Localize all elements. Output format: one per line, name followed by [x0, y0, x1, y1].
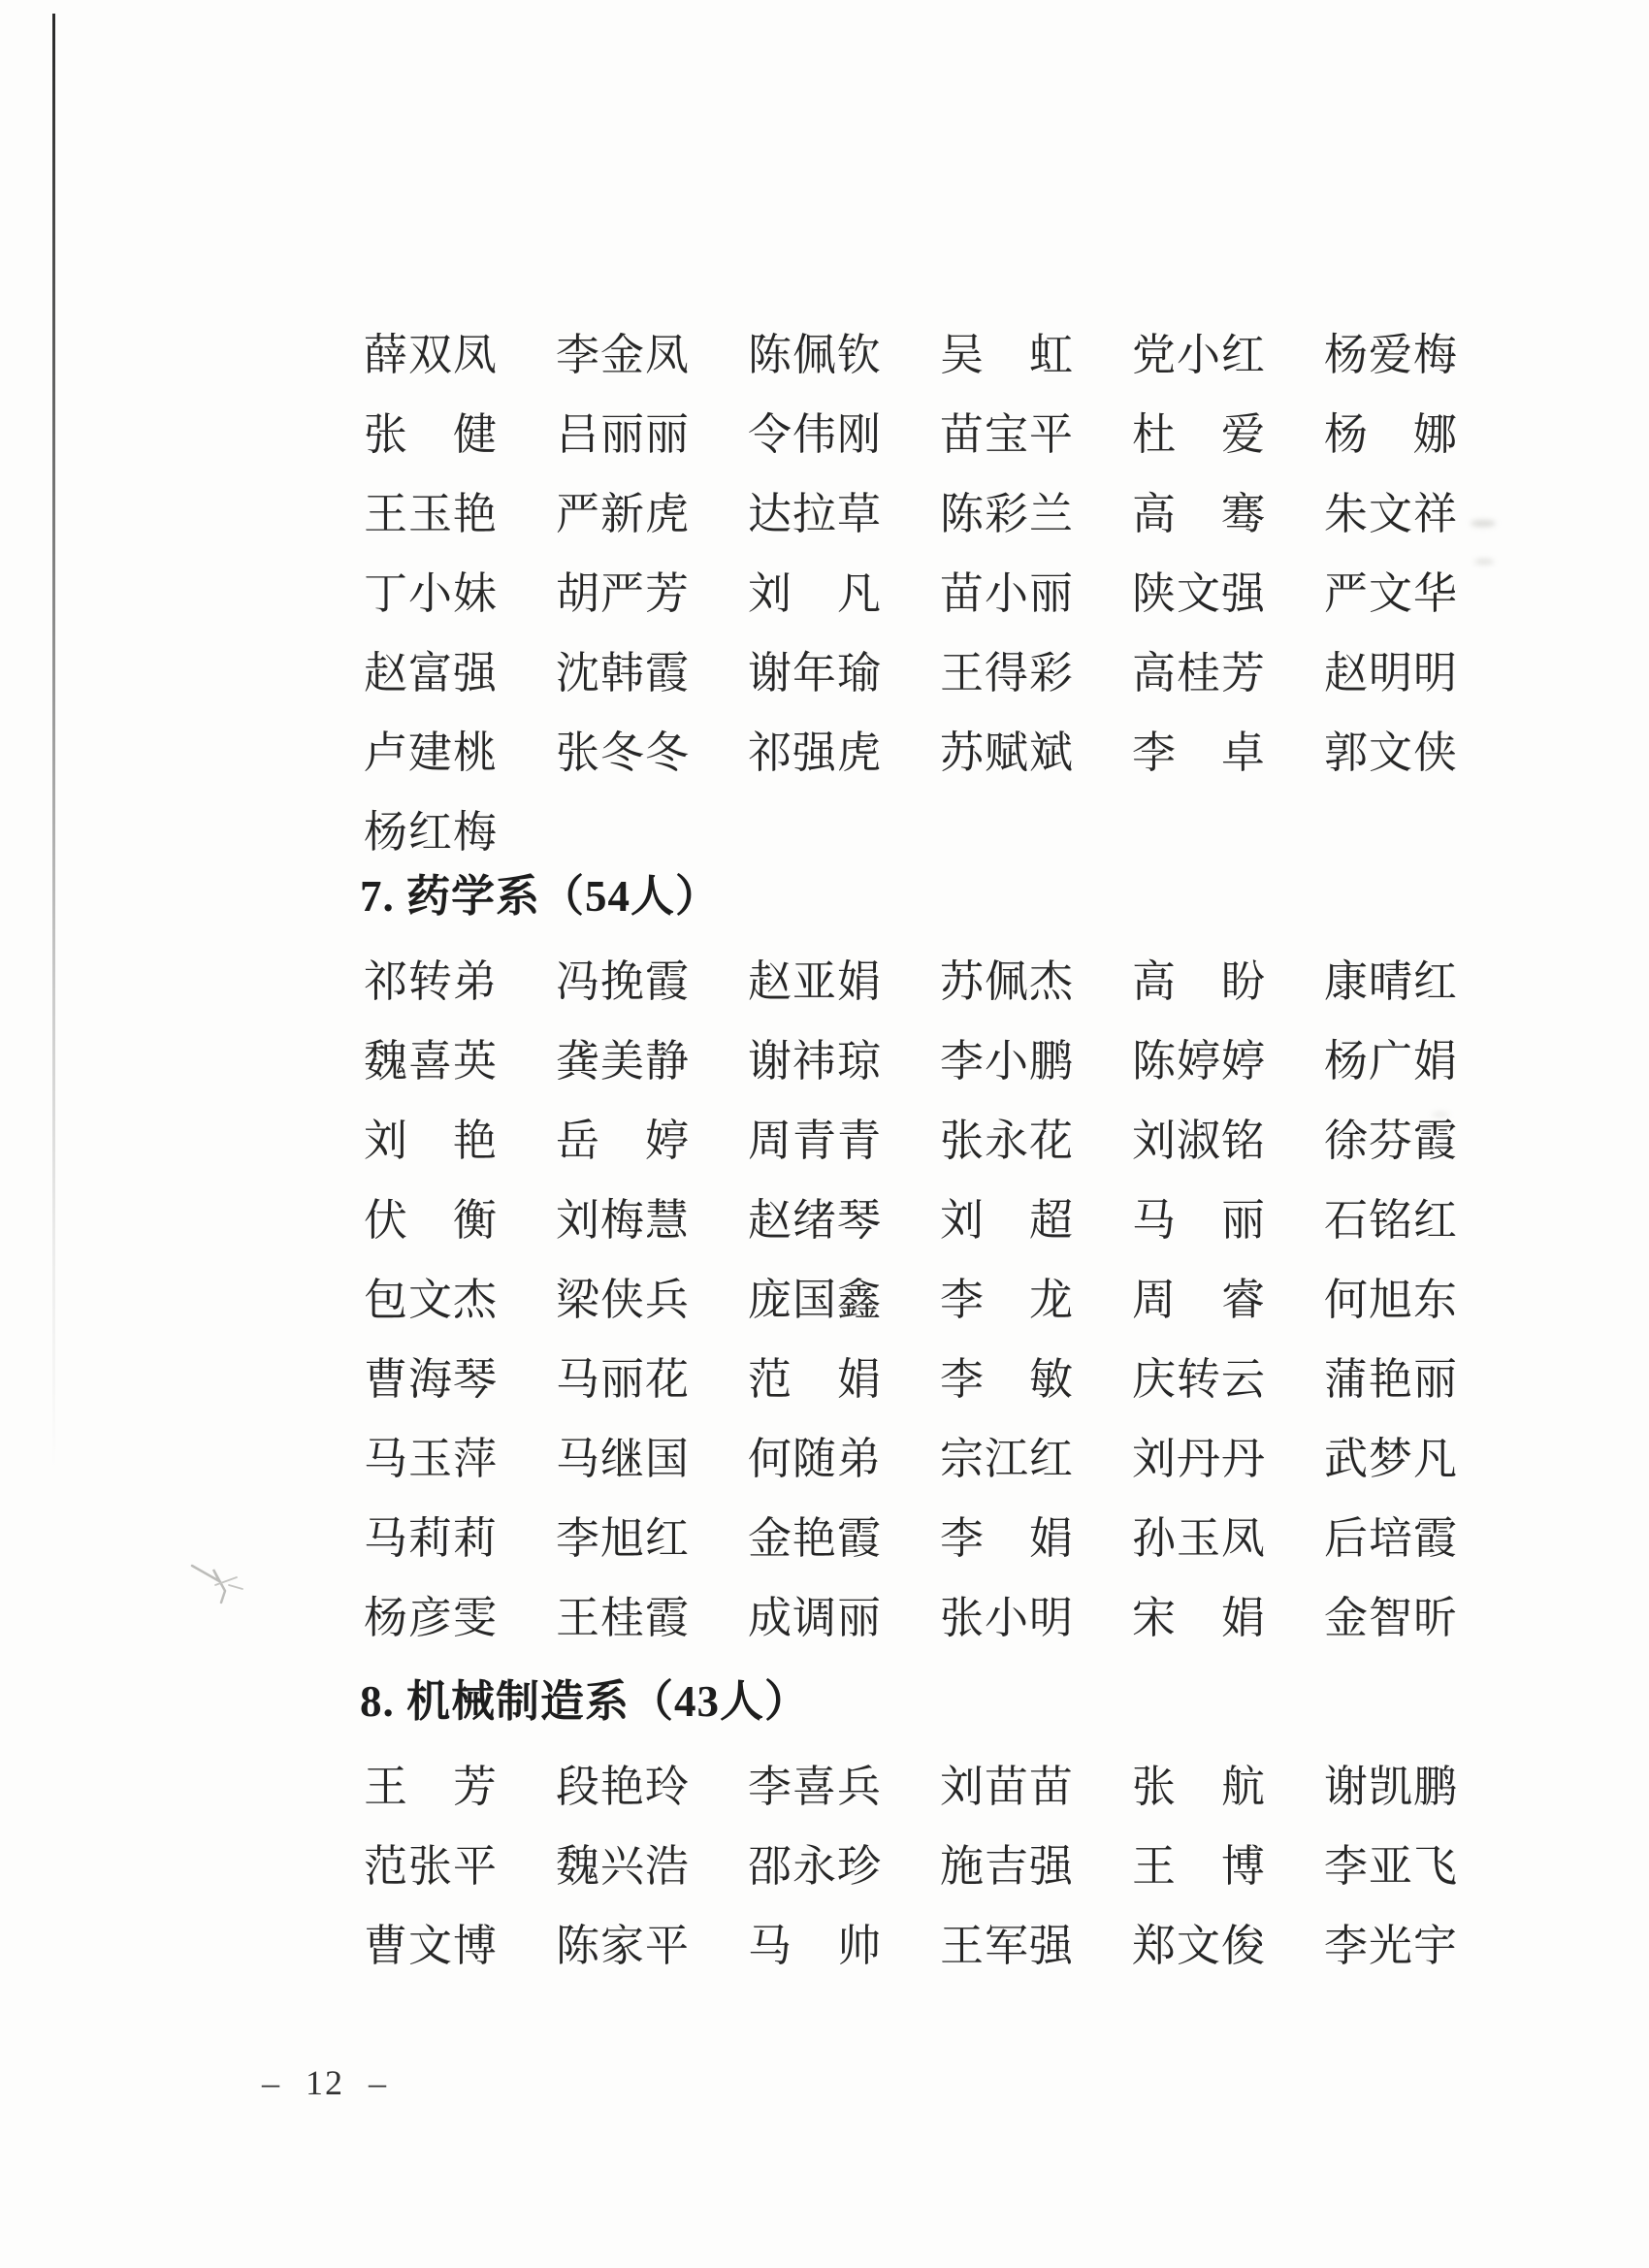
- person-name: 杨 爱 梅: [1324, 331, 1457, 379]
- person-name: 李 龙: [940, 1276, 1073, 1324]
- person-name: 卢 建 桃: [364, 729, 497, 777]
- person-name: 庆 转 云: [1132, 1355, 1265, 1404]
- person-name: 祁 强 虎: [748, 729, 881, 777]
- name-row: [364, 807, 1457, 858]
- person-name: 魏 喜 英: [364, 1037, 497, 1085]
- name-row: [364, 728, 1457, 778]
- person-name: 严 新 虎: [556, 490, 689, 538]
- person-name: 严 文 华: [1324, 569, 1457, 618]
- person-name: 周 睿: [1132, 1276, 1265, 1324]
- person-name: 何 旭 东: [1324, 1276, 1457, 1324]
- person-name: 杜 爱: [1132, 410, 1265, 459]
- person-name: 王 得 彩: [940, 649, 1073, 697]
- person-name: 陈 佩 钦: [748, 331, 881, 379]
- person-name: 李 喜 兵: [748, 1763, 881, 1811]
- name-row: [364, 1195, 1457, 1246]
- person-name: 陈 彩 兰: [940, 490, 1073, 538]
- person-name: 祁 转 弟: [364, 957, 497, 1006]
- person-name: 苏 赋 斌: [940, 729, 1073, 777]
- scan-smudge-artifact: [1471, 520, 1496, 527]
- person-name: 王 博: [1132, 1842, 1265, 1891]
- person-name: 苗 小 丽: [940, 569, 1073, 618]
- person-name: 薛 双 凤: [364, 331, 497, 379]
- person-name: 蒲 艳 丽: [1324, 1355, 1457, 1404]
- person-name: 邵 永 珍: [748, 1842, 881, 1891]
- person-name: 马 丽: [1132, 1196, 1265, 1245]
- name-row: [364, 330, 1457, 380]
- person-name: 刘 淑 铭: [1132, 1117, 1265, 1165]
- person-name: 徐 芬 霞: [1324, 1117, 1457, 1165]
- person-name: 党 小 红: [1132, 331, 1265, 379]
- person-name: 吴 虹: [940, 331, 1073, 379]
- person-name: 郭 文 侠: [1324, 729, 1457, 777]
- person-name: 张 冬 冬: [556, 729, 689, 777]
- name-row: [364, 648, 1457, 698]
- person-name: 马 丽 花: [556, 1355, 689, 1404]
- name-row: [364, 1434, 1457, 1484]
- person-name: 宗 江 红: [940, 1435, 1073, 1483]
- person-name: 达 拉 草: [748, 490, 881, 538]
- person-name: 李 光 宇: [1324, 1922, 1457, 1970]
- person-name: 张 永 花: [940, 1117, 1073, 1165]
- person-name: 赵 亚 娟: [748, 957, 881, 1006]
- person-name: 丁 小 妹: [364, 569, 497, 618]
- name-row: [364, 1841, 1457, 1892]
- person-name: 高 桂 芳: [1132, 649, 1265, 697]
- person-name: 梁 侠 兵: [556, 1276, 689, 1324]
- person-name: 李 旭 红: [556, 1514, 689, 1563]
- scan-binding-line-artifact: [52, 14, 55, 1469]
- person-name: 朱 文 祥: [1324, 490, 1457, 538]
- person-name: 王 玉 艳: [364, 490, 497, 538]
- person-name: 杨 广 娟: [1324, 1037, 1457, 1085]
- name-row: [364, 956, 1457, 1007]
- person-name: 杨 娜: [1324, 410, 1457, 459]
- person-name: 龚 美 静: [556, 1037, 689, 1085]
- person-name: 杨 红 梅: [364, 808, 497, 857]
- person-name: 范 娟: [748, 1355, 881, 1404]
- person-name: 李 卓: [1132, 729, 1265, 777]
- person-name: 张 小 明: [940, 1594, 1073, 1642]
- person-name: 赵 明 明: [1324, 649, 1457, 697]
- person-name: 沈 韩 霞: [556, 649, 689, 697]
- person-name: 赵 富 强: [364, 649, 497, 697]
- name-row: [364, 489, 1457, 539]
- person-name: 施 吉 强: [940, 1842, 1073, 1891]
- person-name: 李 金 凤: [556, 331, 689, 379]
- person-name: 谢 凯 鹏: [1324, 1763, 1457, 1811]
- person-name: 赵 绪 琴: [748, 1196, 881, 1245]
- name-row: [364, 1593, 1457, 1643]
- person-name: 金 智 昕: [1324, 1594, 1457, 1642]
- person-name: 金 艳 霞: [748, 1514, 881, 1563]
- person-name: 包 文 杰: [364, 1276, 497, 1324]
- person-name: 杨 彦 雯: [364, 1594, 497, 1642]
- person-name: 刘 丹 丹: [1132, 1435, 1265, 1483]
- name-row: [364, 1275, 1457, 1325]
- person-name: 周 青 青: [748, 1117, 881, 1165]
- person-name: 武 梦 凡: [1324, 1435, 1457, 1483]
- person-name: 王 芳: [364, 1763, 497, 1811]
- person-name: 石 铭 红: [1324, 1196, 1457, 1245]
- person-name: 成 调 丽: [748, 1594, 881, 1642]
- person-name: 范 张 平: [364, 1842, 497, 1891]
- person-name: 曹 文 博: [364, 1922, 497, 1970]
- section-heading: 8. 机械制造系（43人）: [360, 1677, 810, 1726]
- name-list-section-pharmacy: [360, 871, 1457, 1672]
- person-name: 苏 佩 杰: [940, 957, 1073, 1006]
- person-name: 冯 挽 霞: [556, 957, 689, 1006]
- person-name: 谢 年 瑜: [748, 649, 881, 697]
- page-number: – 12 –: [262, 2063, 388, 2102]
- name-row: [364, 1116, 1457, 1166]
- person-name: 胡 严 芳: [556, 569, 689, 618]
- person-name: 郑 文 俊: [1132, 1922, 1265, 1970]
- name-row: [364, 1036, 1457, 1086]
- person-name: 孙 玉 凤: [1132, 1514, 1265, 1563]
- person-name: 陕 文 强: [1132, 569, 1265, 618]
- person-name: 吕 丽 丽: [556, 410, 689, 459]
- person-name: 李 娟: [940, 1514, 1073, 1563]
- pencil-scribble-artifact: [186, 1552, 256, 1612]
- person-name: 刘 梅 慧: [556, 1196, 689, 1245]
- person-name: 王 桂 霞: [556, 1594, 689, 1642]
- person-name: 刘 艳: [364, 1117, 497, 1165]
- person-name: 马 玉 萍: [364, 1435, 497, 1483]
- person-name: 刘 苗 苗: [940, 1763, 1073, 1811]
- name-list-section-machinery: [360, 1676, 1457, 2000]
- person-name: 伏 衡: [364, 1196, 497, 1245]
- person-name: 后 培 霞: [1324, 1514, 1457, 1563]
- person-name: 陈 家 平: [556, 1922, 689, 1970]
- name-row: [364, 409, 1457, 460]
- person-name: 魏 兴 浩: [556, 1842, 689, 1891]
- person-name: 马 莉 莉: [364, 1514, 497, 1563]
- person-name: 高 盼: [1132, 957, 1265, 1006]
- person-name: 令 伟 刚: [748, 410, 881, 459]
- person-name: 康 晴 红: [1324, 957, 1457, 1006]
- person-name: 陈 婷 婷: [1132, 1037, 1265, 1085]
- name-row: [364, 1354, 1457, 1405]
- name-list-section-continued: [364, 330, 1457, 887]
- person-name: 张 健: [364, 410, 497, 459]
- person-name: 岳 婷: [556, 1117, 689, 1165]
- person-name: 高 骞: [1132, 490, 1265, 538]
- person-name: 刘 凡: [748, 569, 881, 618]
- person-name: 王 军 强: [940, 1922, 1073, 1970]
- person-name: 李 小 鹏: [940, 1037, 1073, 1085]
- person-name: 庞 国 鑫: [748, 1276, 881, 1324]
- person-name: 马 继 国: [556, 1435, 689, 1483]
- name-row: [364, 1513, 1457, 1564]
- name-row: [364, 1921, 1457, 1971]
- person-name: 段 艳 玲: [556, 1763, 689, 1811]
- person-name: 李 敏: [940, 1355, 1073, 1404]
- person-name: 刘 超: [940, 1196, 1073, 1245]
- person-name: 曹 海 琴: [364, 1355, 497, 1404]
- person-name: 何 随 弟: [748, 1435, 881, 1483]
- name-row: [364, 568, 1457, 619]
- person-name: 李 亚 飞: [1324, 1842, 1457, 1891]
- person-name: 张 航: [1132, 1763, 1265, 1811]
- person-name: 宋 娟: [1132, 1594, 1265, 1642]
- person-name: 马 帅: [748, 1922, 881, 1970]
- section-heading: 7. 药学系（54人）: [360, 872, 721, 921]
- person-name: 谢 祎 琼: [748, 1037, 881, 1085]
- person-name: 苗 宝 平: [940, 410, 1073, 459]
- name-row: [364, 1762, 1457, 1812]
- scan-smudge-artifact: [1474, 559, 1494, 565]
